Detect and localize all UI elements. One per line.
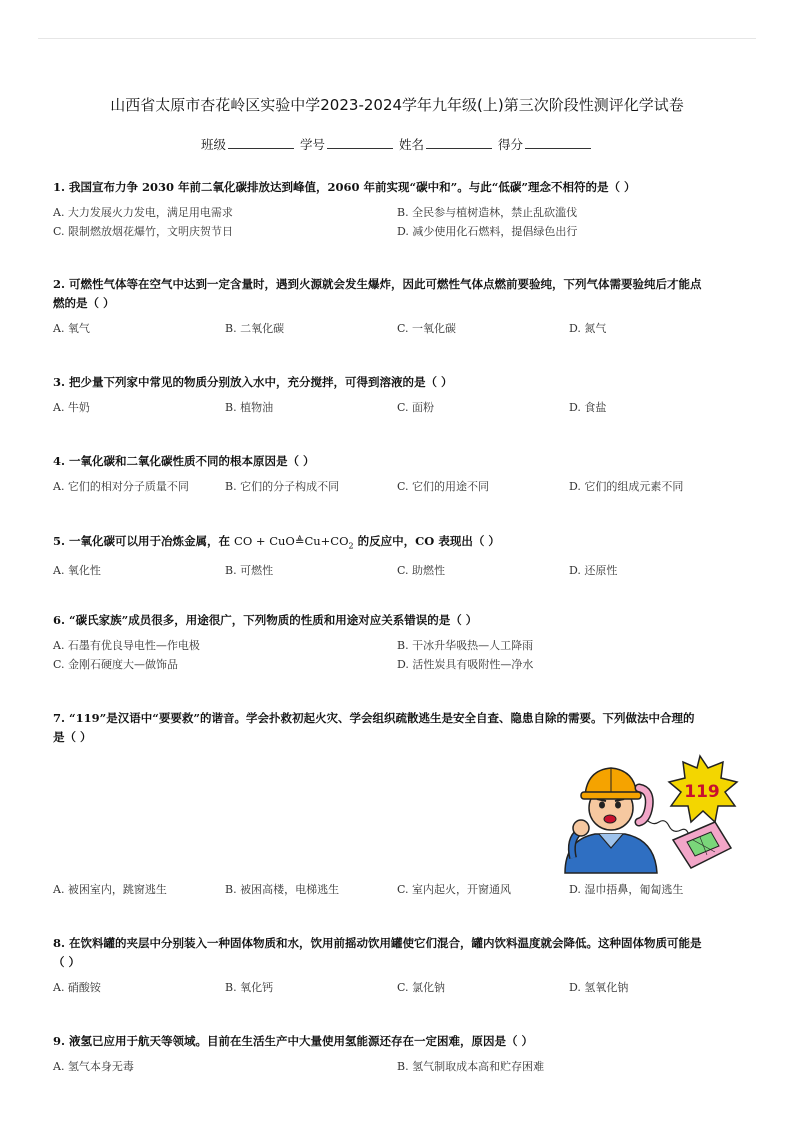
- stem-text-pre: 5. 一氧化碳可以用于冶炼金属，在: [53, 534, 235, 548]
- student-info-line: [0, 135, 794, 153]
- question-stem: 9. 液氢已应用于航天等领域。目前在生活生产中大量使用氢能源还存在一定困难，原因是（ ）: [53, 1034, 534, 1048]
- stem-text-post: 的反应中，CO 表现出（ ）: [353, 534, 500, 548]
- option-a[interactable]: A. 氢气本身无毒: [53, 1060, 134, 1073]
- name-blank[interactable]: [426, 137, 492, 149]
- option-b[interactable]: B. 氢气制取成本高和贮存困难: [397, 1060, 545, 1073]
- question-stem: 1. 我国宣布力争 2030 年前二氧化碳排放达到峰值，2060 年前实现“碳中和”。与此“低碳”理念不相符的是（ ）: [53, 180, 636, 194]
- option-d[interactable]: D. 它们的组成元素不同: [569, 480, 684, 493]
- options-row: [53, 1057, 743, 1076]
- option-d[interactable]: D. 湿巾捂鼻，匍匐逃生: [569, 883, 684, 896]
- question-stem: [53, 532, 743, 555]
- option-c[interactable]: C. 限制燃放烟花爆竹，文明庆贺节日: [53, 225, 234, 238]
- option-c[interactable]: C. 氯化钠: [397, 981, 446, 994]
- option-c[interactable]: C. 它们的用途不同: [397, 480, 490, 493]
- option-d[interactable]: D. 氮气: [569, 322, 607, 335]
- class-blank[interactable]: [228, 137, 294, 149]
- number-blank[interactable]: [327, 137, 393, 149]
- number-label: 学号: [299, 137, 325, 152]
- option-a[interactable]: A. 大力发展火力发电，满足用电需求: [53, 206, 233, 219]
- option-a[interactable]: A. 氧气: [53, 322, 90, 335]
- option-a[interactable]: A. 硝酸铵: [53, 981, 101, 994]
- score-blank[interactable]: [525, 137, 591, 149]
- option-d[interactable]: D. 活性炭具有吸附性—净水: [397, 658, 534, 671]
- fire-call-illustration: [555, 748, 745, 878]
- question-stem: 3. 把少量下列家中常见的物质分别放入水中，充分搅拌，可得到溶液的是（ ）: [53, 375, 453, 389]
- option-c[interactable]: C. 一氧化碳: [397, 322, 457, 335]
- question-4: [53, 452, 743, 496]
- score-label: 得分: [497, 137, 523, 152]
- phone-cord: [647, 820, 689, 836]
- question-stem: 4. 一氧化碳和二氧化碳性质不同的根本原因是（ ）: [53, 454, 315, 468]
- option-b[interactable]: B. 干冰升华吸热—人工降雨: [397, 639, 534, 652]
- reaction-formula: [234, 534, 354, 551]
- page-title: 山西省太原市杏花岭区实验中学2023-2024学年九年级(上)第三次阶段性测评化学试卷: [110, 96, 684, 114]
- options-row: [53, 636, 743, 655]
- formula-subscript: 2: [348, 541, 354, 551]
- question-5: [53, 532, 743, 580]
- option-b[interactable]: B. 二氧化碳: [225, 322, 285, 335]
- question-6: [53, 611, 743, 674]
- options-row: [53, 561, 743, 580]
- option-b[interactable]: B. 植物油: [225, 401, 274, 414]
- options-row: [53, 477, 743, 496]
- top-rule: [38, 38, 756, 39]
- options-row: [53, 880, 743, 899]
- question-9: [53, 1032, 743, 1076]
- question-stem-line-2: 燃的是（ ）: [53, 296, 115, 310]
- question-7: [53, 709, 743, 747]
- question-stem-line-2: 是（ ）: [53, 730, 92, 744]
- question-3: [53, 373, 743, 417]
- options-row: [53, 222, 743, 241]
- option-b[interactable]: B. 氧化钙: [225, 981, 274, 994]
- options-row: [53, 978, 743, 997]
- question-stem: 6. “碳氏家族”成员很多，用途很广，下列物质的性质和用途对应关系错误的是（ ）: [53, 613, 478, 627]
- option-b[interactable]: B. 被困高楼，电梯逃生: [225, 883, 340, 896]
- option-d[interactable]: D. 氢氧化钠: [569, 981, 629, 994]
- heating-sign: ≜: [294, 534, 305, 548]
- option-c[interactable]: C. 助燃性: [397, 564, 446, 578]
- option-d[interactable]: D. 还原性: [569, 564, 618, 578]
- options-row: [53, 203, 743, 222]
- option-b[interactable]: B. 全民参与植树造林，禁止乱砍滥伐: [397, 206, 578, 219]
- question-8: [53, 934, 743, 997]
- option-a[interactable]: A. 氧化性: [53, 564, 101, 578]
- option-a[interactable]: A. 牛奶: [53, 401, 90, 414]
- worker-mouth: [604, 815, 616, 823]
- name-label: 姓名: [398, 137, 424, 152]
- options-row: [53, 655, 743, 674]
- options-row: [53, 319, 743, 338]
- question-7-options: [53, 880, 743, 899]
- question-stem-line-1: 8. 在饮料罐的夹层中分别装入一种固体物质和水，饮用前摇动饮用罐使它们混合，罐内饮料温度就会降低。这种固体物质可能是: [53, 936, 702, 950]
- question-2: [53, 275, 743, 338]
- formula-products: Cu+CO: [304, 534, 349, 548]
- question-1: [53, 178, 743, 241]
- option-b[interactable]: B. 可燃性: [225, 564, 274, 578]
- option-c[interactable]: C. 金刚石硬度大—做饰品: [53, 658, 179, 671]
- worker-fist: [573, 820, 589, 836]
- options-row: [53, 398, 743, 417]
- option-b[interactable]: B. 它们的分子构成不同: [225, 480, 340, 493]
- formula-reactants: CO + CuO: [234, 534, 295, 548]
- option-c[interactable]: C. 面粉: [397, 401, 435, 414]
- option-d[interactable]: D. 食盐: [569, 401, 607, 414]
- badge-119-text: 119: [684, 782, 720, 802]
- option-a[interactable]: A. 石墨有优良导电性—作电极: [53, 639, 200, 652]
- option-c[interactable]: C. 室内起火，开窗通风: [397, 883, 512, 896]
- question-stem-line-1: 2. 可燃性气体等在空气中达到一定含量时，遇到火源就会发生爆炸，因此可燃性气体点燃前要验纯，下列气体需要验纯后才能点: [53, 277, 702, 291]
- option-a[interactable]: A. 它们的相对分子质量不同: [53, 480, 189, 493]
- class-label: 班级: [200, 137, 226, 152]
- option-d[interactable]: D. 减少使用化石燃料，提倡绿色出行: [397, 225, 578, 238]
- question-stem-line-2: （ ）: [53, 955, 81, 969]
- option-a[interactable]: A. 被困室内，跳窗逃生: [53, 883, 167, 896]
- question-stem-line-1: 7. “119”是汉语中“要要救”的谐音。学会扑救初起火灾、学会组织疏散逃生是安全自查、隐患自除的需要。下列做法中合理的: [53, 711, 695, 725]
